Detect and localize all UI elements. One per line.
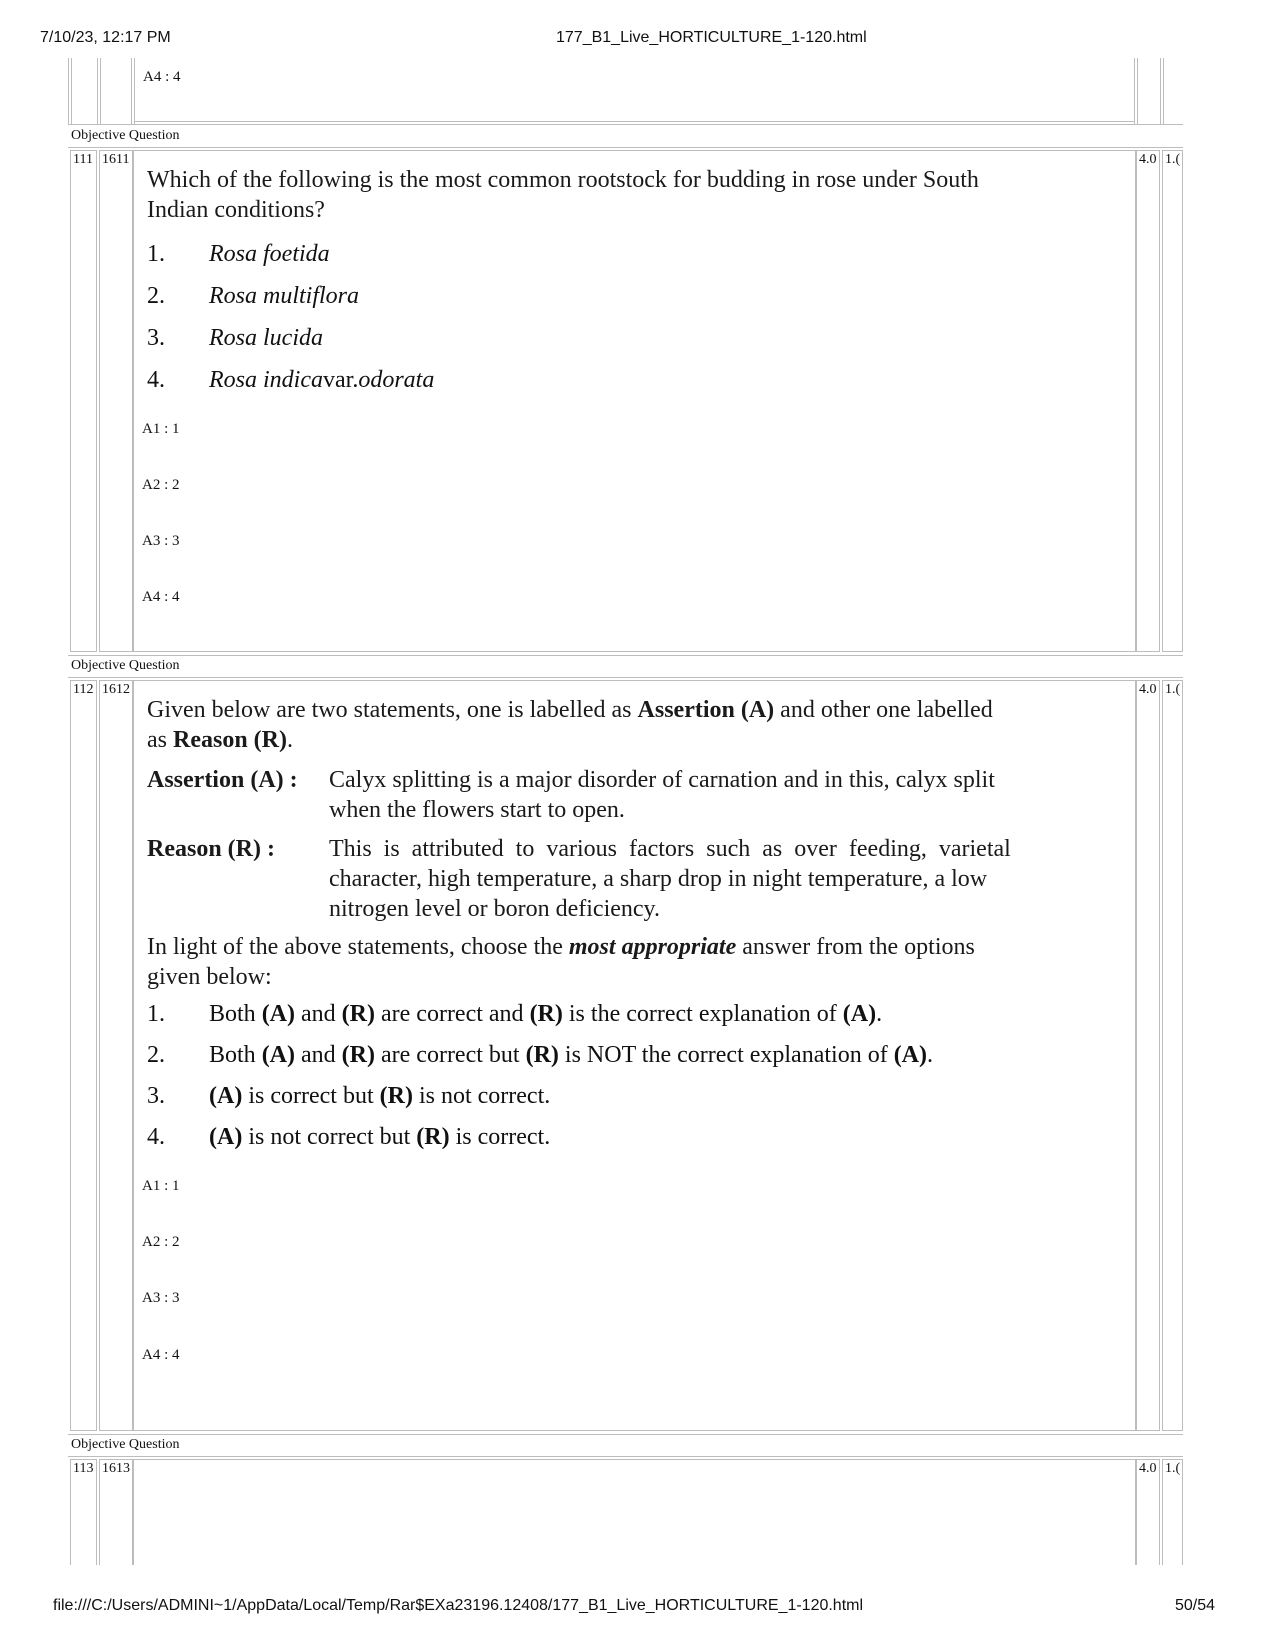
question-lead xyxy=(147,932,1059,992)
question-text xyxy=(147,165,1059,225)
negative-marks-cell xyxy=(1162,1459,1183,1565)
question-id: 1612 xyxy=(102,682,130,697)
option-number: 1. xyxy=(147,241,165,267)
option-number: 3. xyxy=(147,1083,165,1109)
option-number: 3. xyxy=(147,325,165,351)
question-text-line: given below: xyxy=(147,964,272,990)
question-id: 1611 xyxy=(102,152,130,167)
question-intro xyxy=(147,695,1059,755)
option-text: Rosa indicavar.odorata xyxy=(209,367,435,393)
serial-cell xyxy=(70,1459,97,1565)
assertion-label: Assertion (A) : xyxy=(147,767,298,793)
marks-cell xyxy=(1136,1459,1160,1565)
option-number: 4. xyxy=(147,367,165,393)
answer-label: A2 : 2 xyxy=(142,477,180,493)
assertion-text: Calyx splitting is a major disorder of carnation and in this, calyx split when the flowers start to open. xyxy=(329,767,995,823)
answer-label: A1 : 1 xyxy=(142,421,180,437)
marks-value: 4.0 xyxy=(1139,682,1157,697)
question-text-line: In light of the above statements, choose the most appropriate answer from the options xyxy=(147,934,975,960)
option-text: Both (A) and (R) are correct and (R) is the correct explanation of (A). xyxy=(209,1001,883,1027)
option-text: Rosa multiflora xyxy=(209,283,360,309)
serial-number: 113 xyxy=(73,1461,94,1476)
print-datetime: 7/10/23, 12:17 PM xyxy=(40,29,171,46)
option-text: (A) is not correct but (R) is correct. xyxy=(209,1124,551,1150)
question-text-line: Which of the following is the most common rootstock for budding in rose under South xyxy=(147,167,979,193)
reason-label: Reason (R) : xyxy=(147,836,275,862)
option-number: 2. xyxy=(147,283,165,309)
answer-label: A1 : 1 xyxy=(142,1178,180,1194)
option-number: 2. xyxy=(147,1042,165,1068)
print-doc-title: 177_B1_Live_HORTICULTURE_1-120.html xyxy=(556,29,867,46)
marks-cell xyxy=(1136,150,1160,652)
option-number: 1. xyxy=(147,1001,165,1027)
assertion-block xyxy=(147,765,1059,825)
question-body-cell xyxy=(133,680,1136,1431)
answer-label: A4 : 4 xyxy=(143,69,181,85)
serial-number: 111 xyxy=(73,152,93,167)
question-type-label: Objective Question xyxy=(71,658,180,673)
question-text-line: Given below are two statements, one is labelled as Assertion (A) and other one labelled xyxy=(147,697,993,723)
question-body-cell xyxy=(133,1459,1136,1565)
option-text: (A) is correct but (R) is not correct. xyxy=(209,1083,551,1109)
reason-block xyxy=(147,834,1059,924)
question-text-line: as Reason (R). xyxy=(147,727,293,753)
negative-marks-cell xyxy=(1162,150,1183,652)
answer-label: A3 : 3 xyxy=(142,1290,180,1306)
answer-label: A2 : 2 xyxy=(142,1234,180,1250)
answer-label: A4 : 4 xyxy=(142,1347,180,1363)
question-body-cell xyxy=(133,150,1136,652)
answer-label: A4 : 4 xyxy=(142,589,180,605)
marks-cell xyxy=(1136,680,1160,1431)
option-text: Rosa lucida xyxy=(209,325,323,351)
serial-number: 112 xyxy=(73,682,94,697)
serial-cell xyxy=(70,150,97,652)
option-text: Both (A) and (R) are correct but (R) is NOT the correct explanation of (A). xyxy=(209,1042,934,1068)
negative-marks-cell xyxy=(1162,680,1183,1431)
option-text: Rosa foetida xyxy=(209,241,330,267)
reason-text: This is attributed to various factors such as over feeding, varietal character, high temperature, a sharp drop in night temperature, a low nitrogen level or boron deficiency. xyxy=(329,836,1011,922)
serial-cell xyxy=(70,680,97,1431)
question-id-cell xyxy=(99,150,133,652)
marks-value: 4.0 xyxy=(1139,1461,1157,1476)
question-id-cell xyxy=(99,1459,133,1565)
question-id-cell xyxy=(99,680,133,1431)
print-file-path: file:///C:/Users/ADMINI~1/AppData/Local/Temp/Rar$EXa23196.12408/177_B1_Live_HORTICULTURE_1-120.html xyxy=(53,1597,864,1614)
page-number: 50/54 xyxy=(1175,1597,1216,1614)
marks-value: 4.0 xyxy=(1139,152,1157,167)
question-id: 1613 xyxy=(102,1461,130,1476)
question-text-line: Indian conditions? xyxy=(147,197,325,223)
answer-label: A3 : 3 xyxy=(142,533,180,549)
question-type-label: Objective Question xyxy=(71,128,180,143)
option-number: 4. xyxy=(147,1124,165,1150)
negative-marks-value: 1.( xyxy=(1165,1461,1181,1476)
negative-marks-value: 1.( xyxy=(1165,152,1181,167)
question-type-label: Objective Question xyxy=(71,1437,180,1452)
negative-marks-value: 1.( xyxy=(1165,682,1181,697)
